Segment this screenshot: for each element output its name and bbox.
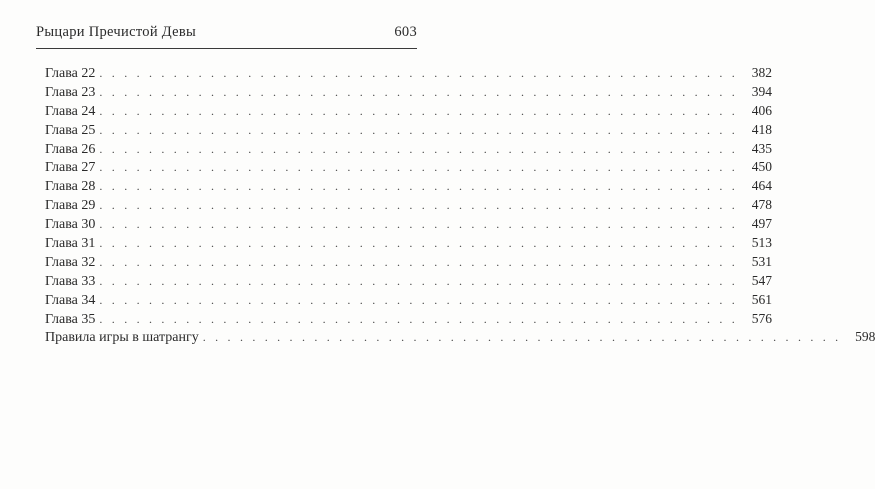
dot-leader: . . . . . . . . . . . . . . . . . . . . . . . . . . . . . . . . . . . . . . . . . . . . . . . . . . . .	[99, 103, 738, 118]
dot-leader: . . . . . . . . . . . . . . . . . . . . . . . . . . . . . . . . . . . . . . . . . . . . . . . . . . . .	[99, 273, 738, 288]
dot-leader: . . . . . . . . . . . . . . . . . . . . . . . . . . . . . . . . . . . . . . . . . . . . . . . . . . . .	[99, 141, 738, 156]
toc-entry[interactable]	[45, 140, 772, 159]
toc-entry-page: 394	[751, 83, 772, 99]
toc-entry-page: 478	[751, 197, 772, 213]
toc-entry-label: Глава 25	[45, 122, 96, 138]
toc-entry[interactable]	[45, 215, 772, 234]
toc-entry-label: Глава 29	[45, 198, 96, 214]
book-title: Рыцари Пречистой Девы	[36, 24, 197, 40]
dot-leader: . . . . . . . . . . . . . . . . . . . . . . . . . . . . . . . . . . . . . . . . . . . . . . . . . . . .	[99, 198, 738, 213]
dot-leader: . . . . . . . . . . . . . . . . . . . . . . . . . . . . . . . . . . . . . . . . . . . . . . . . . . . .	[99, 236, 738, 251]
toc-entry-label: Глава 28	[45, 179, 96, 195]
dot-leader: . . . . . . . . . . . . . . . . . . . . . . . . . . . . . . . . . . . . . . . . . . . . . . . . . . . .	[99, 217, 738, 232]
toc-entry[interactable]	[45, 196, 772, 215]
toc-entry-page: 406	[751, 102, 772, 118]
toc-entry-label: Глава 32	[45, 254, 96, 270]
toc-entry-label: Глава 34	[45, 292, 96, 308]
toc-entry-label: Глава 33	[45, 273, 96, 289]
table-of-contents	[45, 64, 875, 347]
toc-entry-label: Глава 22	[45, 66, 96, 81]
toc-entry-label: Глава 35	[45, 311, 96, 327]
toc-entry[interactable]	[45, 272, 772, 291]
dot-leader: . . . . . . . . . . . . . . . . . . . . . . . . . . . . . . . . . . . . . . . . . . . . . . . . . . . .	[99, 122, 738, 137]
toc-entry-page: 382	[751, 65, 772, 80]
toc-entry[interactable]	[45, 234, 772, 253]
page-number: 603	[394, 24, 417, 40]
toc-entry[interactable]	[45, 121, 772, 140]
toc-entry-label: Глава 31	[45, 236, 96, 252]
dot-leader: . . . . . . . . . . . . . . . . . . . . . . . . . . . . . . . . . . . . . . . . . . . . . . . . . . . .	[99, 84, 738, 99]
dot-leader: . . . . . . . . . . . . . . . . . . . . . . . . . . . . . . . . . . . . . . . . . . . . . . . . . . . .	[99, 311, 738, 326]
toc-entry[interactable]	[45, 328, 875, 347]
dot-leader: . . . . . . . . . . . . . . . . . . . . . . . . . . . . . . . . . . . . . . . . . . . . . . . . . . . .	[99, 292, 738, 307]
toc-entry[interactable]	[45, 83, 772, 102]
toc-entry-label: Глава 23	[45, 84, 96, 100]
dot-leader: . . . . . . . . . . . . . . . . . . . . . . . . . . . . . . . . . . . . . . . . . . . . . . . . . . . .	[99, 160, 738, 175]
toc-entry[interactable]	[45, 291, 772, 310]
toc-entry-page: 464	[751, 178, 772, 194]
toc-entry-label: Глава 30	[45, 217, 96, 233]
toc-entry-page: 497	[751, 216, 772, 232]
toc-entry[interactable]	[45, 310, 772, 329]
toc-entry[interactable]	[45, 64, 772, 83]
dot-leader: . . . . . . . . . . . . . . . . . . . . . . . . . . . . . . . . . . . . . . . . . . . . . . . . . . . .	[202, 330, 842, 345]
dot-leader: . . . . . . . . . . . . . . . . . . . . . . . . . . . . . . . . . . . . . . . . . . . . . . . . . . . .	[99, 66, 738, 80]
dot-leader: . . . . . . . . . . . . . . . . . . . . . . . . . . . . . . . . . . . . . . . . . . . . . . . . . . . .	[99, 179, 738, 194]
toc-entry-page: 435	[751, 140, 772, 156]
toc-entry-page: 561	[751, 291, 772, 307]
toc-entry-label: Правила игры в шатрангу	[45, 330, 199, 346]
toc-entry[interactable]	[45, 158, 772, 177]
toc-entry[interactable]	[45, 177, 772, 196]
toc-entry-label: Глава 26	[45, 141, 96, 157]
toc-entry-page: 547	[751, 272, 772, 288]
toc-entry-label: Глава 27	[45, 160, 96, 176]
toc-entry-page: 450	[751, 159, 772, 175]
toc-entry-page: 531	[751, 253, 772, 269]
running-header	[36, 24, 417, 44]
toc-entry-page: 418	[751, 121, 772, 137]
dot-leader: . . . . . . . . . . . . . . . . . . . . . . . . . . . . . . . . . . . . . . . . . . . . . . . . . . . .	[99, 254, 738, 269]
toc-entry-page: 598	[855, 329, 875, 345]
toc-entry[interactable]	[45, 102, 772, 121]
toc-entry-page: 513	[751, 235, 772, 251]
toc-entry-page: 576	[751, 310, 772, 326]
toc-entry-label: Глава 24	[45, 103, 96, 119]
toc-entry[interactable]	[45, 253, 772, 272]
header-rule	[36, 48, 417, 49]
